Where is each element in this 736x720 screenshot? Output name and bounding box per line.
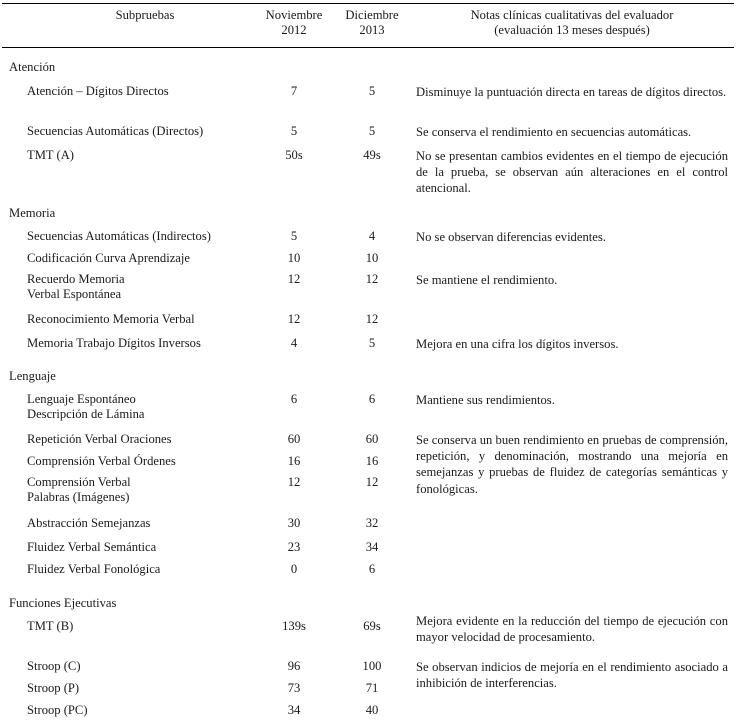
score-nov-2012: 10	[287, 251, 301, 265]
subtest-name	[27, 84, 277, 99]
clinical-note: Mantiene sus rendimientos.	[416, 393, 555, 407]
score-dic-2013: 4	[368, 229, 376, 243]
score-dic-2013: 16	[365, 454, 379, 468]
subtest-name-line: Fluidez Verbal Fonológica	[27, 562, 161, 576]
subtest-name-line: Verbal Espontánea	[27, 287, 122, 301]
score-dic-2013: 49s	[363, 148, 381, 162]
score-nov-2012: 0	[290, 562, 298, 576]
score-nov-2012: 50s	[285, 148, 303, 162]
clinical-note: Se conserva el rendimiento en secuencias automáticas.	[416, 125, 692, 139]
score-nov-2012: 30	[287, 516, 301, 530]
subtest-name-line: Repetición Verbal Oraciones	[27, 432, 172, 446]
subtest-name-line: Atención – Dígitos Directos	[27, 84, 169, 98]
score-dic-2013: 69s	[363, 619, 381, 633]
subtest-name-line: Lenguaje Espontáneo	[27, 392, 136, 406]
subtest-name-line: Comprensión Verbal	[27, 475, 131, 489]
header-nov-month: Noviembre	[265, 8, 323, 22]
header-notes-subtitle: (evaluación 13 meses después)	[494, 23, 650, 37]
clinical-note: Se conserva un buen rendimiento en pruebas de comprensión, repetición, y denominación, mostrando una mejoría en semejanzas y pruebas de fluidez de categorías semánticas y fonológicas.	[416, 433, 728, 496]
score-dic-2013: 60	[365, 432, 379, 446]
clinical-note: No se presentan cambios evidentes en el tiempo de ejecución de la prueba, se observan aún alteraciones en el control atencional.	[416, 149, 728, 196]
subtest-name-line: Descripción de Lámina	[27, 407, 145, 421]
score-nov-2012: 6	[290, 392, 298, 406]
header-dic-year: 2013	[359, 23, 385, 37]
score-nov-2012: 139s	[282, 619, 306, 633]
score-nov-2012: 16	[287, 454, 301, 468]
subtest-name-line: Abstracción Semejanzas	[27, 516, 151, 530]
header-subtests-text: Subpruebas	[115, 8, 175, 22]
score-nov-2012: 12	[287, 475, 301, 489]
score-nov-2012: 34	[287, 703, 301, 717]
section-title: Funciones Ejecutivas	[9, 596, 117, 610]
subtest-name	[27, 124, 277, 139]
subtest-name	[27, 540, 277, 555]
subtest-name-line: Comprensión Verbal Órdenes	[27, 454, 176, 468]
score-nov-2012: 5	[290, 229, 298, 243]
header-notes-title: Notas clínicas cualitativas del evaluador	[470, 8, 674, 22]
score-dic-2013: 5	[368, 336, 376, 350]
header-dic-month: Diciembre	[345, 8, 399, 22]
subtest-name-line: TMT (B)	[27, 619, 74, 633]
subtest-name	[27, 229, 277, 244]
subtest-name-line: Stroop (P)	[27, 681, 80, 695]
clinical-note: Se mantiene el rendimiento.	[416, 273, 558, 287]
section-title: Memoria	[9, 206, 56, 220]
score-nov-2012: 4	[290, 336, 298, 350]
score-dic-2013: 40	[365, 703, 379, 717]
subtest-name-line: Secuencias Automáticas (Indirectos)	[27, 229, 211, 243]
clinical-note: Mejora evidente en la reducción del tiempo de ejecución con mayor velocidad de procesamiento.	[416, 614, 728, 645]
subtest-name	[27, 454, 277, 469]
subtest-name-line: TMT (A)	[27, 148, 74, 162]
score-dic-2013: 6	[368, 562, 376, 576]
score-dic-2013: 100	[362, 659, 382, 673]
section-title: Lenguaje	[9, 369, 56, 383]
subtest-name-line: Palabras (Imágenes)	[27, 490, 130, 504]
score-nov-2012: 73	[287, 681, 301, 695]
clinical-note: Se observan indicios de mejoría en el rendimiento asociado a inhibición de interferencias.	[416, 660, 728, 691]
score-nov-2012: 7	[290, 84, 298, 98]
subtest-name	[27, 432, 277, 447]
score-dic-2013: 12	[365, 475, 379, 489]
score-nov-2012: 5	[290, 124, 298, 138]
subtest-name	[27, 272, 277, 302]
subtest-name	[27, 148, 277, 163]
score-dic-2013: 12	[365, 312, 379, 326]
subtest-name	[27, 336, 277, 351]
subtest-name	[27, 475, 277, 505]
section-title: Atención	[9, 60, 56, 74]
subtest-name-line: Memoria Trabajo Dígitos Inversos	[27, 336, 201, 350]
clinical-note: Mejora en una cifra los dígitos inversos.	[416, 337, 619, 351]
score-nov-2012: 12	[287, 272, 301, 286]
score-dic-2013: 32	[365, 516, 379, 530]
subtest-name-line: Secuencias Automáticas (Directos)	[27, 124, 204, 138]
subtest-name	[27, 703, 277, 718]
subtest-name	[27, 312, 277, 327]
subtest-name-line: Fluidez Verbal Semántica	[27, 540, 157, 554]
header-nov-year: 2012	[281, 23, 307, 37]
score-dic-2013: 10	[365, 251, 379, 265]
score-nov-2012: 23	[287, 540, 301, 554]
score-nov-2012: 60	[287, 432, 301, 446]
subtest-name	[27, 681, 277, 696]
score-dic-2013: 5	[368, 84, 376, 98]
subtest-name-line: Stroop (PC)	[27, 703, 88, 717]
score-dic-2013: 5	[368, 124, 376, 138]
score-nov-2012: 12	[287, 312, 301, 326]
subtest-name	[27, 251, 277, 266]
score-dic-2013: 6	[368, 392, 376, 406]
score-dic-2013: 12	[365, 272, 379, 286]
subtest-name-line: Reconocimiento Memoria Verbal	[27, 312, 195, 326]
subtest-name-line: Recuerdo Memoria	[27, 272, 125, 286]
subtest-name	[27, 392, 277, 422]
score-dic-2013: 71	[365, 681, 379, 695]
clinical-note: Disminuye la puntuación directa en tareas de dígitos directos.	[416, 85, 727, 99]
subtest-name-line: Codificación Curva Aprendizaje	[27, 251, 190, 265]
clinical-note: No se observan diferencias evidentes.	[416, 230, 606, 244]
score-dic-2013: 34	[365, 540, 379, 554]
subtest-name-line: Stroop (C)	[27, 659, 81, 673]
subtest-name	[27, 659, 277, 674]
subtest-name	[27, 562, 277, 577]
score-nov-2012: 96	[287, 659, 301, 673]
subtest-name	[27, 516, 277, 531]
subtest-name	[27, 619, 277, 634]
